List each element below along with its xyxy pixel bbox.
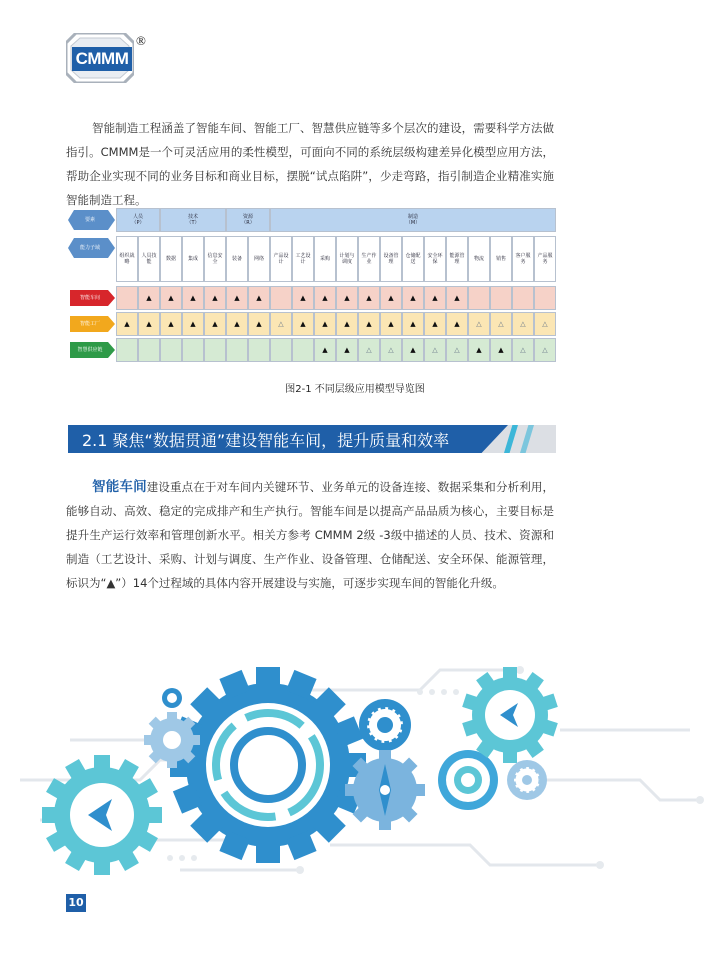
group-name: 制造 (407, 214, 418, 220)
group-code: （R） (241, 220, 255, 226)
group-header-cell (270, 208, 556, 232)
figure-caption: 图2-1 不同层级应用模型导览图 (285, 384, 425, 395)
right-ring-gear-icon (438, 750, 498, 810)
mark-cell (270, 338, 292, 362)
body-paragraph (66, 475, 554, 595)
row-label (68, 236, 116, 260)
domain-cell: 数据 (160, 236, 182, 282)
mark-cell: ▲ (380, 286, 402, 310)
mark-cell: △ (490, 312, 512, 336)
group-header-cell (116, 208, 160, 232)
section-banner (68, 425, 556, 453)
large-blue-gear-icon (170, 667, 366, 863)
mark-cell: ▲ (204, 286, 226, 310)
mark-cell: ▲ (358, 312, 380, 336)
mark-cell (138, 338, 160, 362)
mark-cell: ▲ (314, 286, 336, 310)
intro-text: 智能制造工程涵盖了智能车间、智能工厂、智慧供应链等多个层次的建设，需要科学方法做指引。CMMM是一个可灵活应用的柔性模型，可面向不同的系统层级构建差异化模型应用方法，帮助企业实现不同的业务目标和商业目标，摆脱“试点陷阱”，少走弯路，指引制造企业精准实施智能制造工程。 (66, 121, 554, 207)
group-header-cell (160, 208, 226, 232)
mark-cell: ▲ (226, 286, 248, 310)
mark-cell: ▲ (138, 286, 160, 310)
domain-cell: 客户服务 (512, 236, 534, 282)
mark-cell: △ (380, 338, 402, 362)
mark-cell: ▲ (380, 312, 402, 336)
mark-cell: △ (512, 312, 534, 336)
mark-cell (116, 338, 138, 362)
registered-mark: ® (136, 33, 146, 48)
mark-cell: △ (358, 338, 380, 362)
mark-cell: ▲ (314, 312, 336, 336)
row-label-text: 智能车间 (79, 295, 100, 301)
top-right-cyan-gear-icon (462, 667, 558, 763)
group-header-cell (226, 208, 270, 232)
row-label (68, 286, 116, 310)
mark-cell: ▲ (248, 312, 270, 336)
mark-cell: ▲ (336, 286, 358, 310)
mark-cell: △ (446, 338, 468, 362)
gears-illustration (0, 630, 710, 900)
mark-cell: ▲ (226, 312, 248, 336)
row-label-text: 智慧供应链 (77, 347, 103, 353)
compass-gear-icon (345, 750, 425, 830)
mark-cell (160, 338, 182, 362)
left-cyan-gear-icon (42, 755, 162, 875)
domain-cell: 工艺设计 (292, 236, 314, 282)
domain-cell: 网络 (248, 236, 270, 282)
mark-cell: ▲ (468, 338, 490, 362)
mark-cell (248, 338, 270, 362)
domain-cell: 产品服务 (534, 236, 556, 282)
mark-cell: ▲ (160, 312, 182, 336)
page-number: 10 (66, 894, 86, 912)
banner-stripe (504, 425, 518, 453)
domain-cell: 组织战略 (116, 236, 138, 282)
mark-cell: △ (534, 338, 556, 362)
row-label (68, 208, 116, 232)
mark-cell: ▲ (402, 338, 424, 362)
mark-cell: ▲ (424, 286, 446, 310)
mark-cell: ▲ (402, 286, 424, 310)
mark-cell: ▲ (160, 286, 182, 310)
mark-cell (490, 286, 512, 310)
mark-cell (182, 338, 204, 362)
mark-cell: ▲ (138, 312, 160, 336)
mark-cell: ▲ (292, 286, 314, 310)
group-name: 技术 (187, 214, 198, 220)
mark-cell (512, 286, 534, 310)
mark-cell (292, 338, 314, 362)
row-label-text: 要素 (84, 217, 95, 223)
mark-cell: ▲ (446, 286, 468, 310)
row-label (68, 312, 116, 336)
domain-cell: 设备管理 (380, 236, 402, 282)
domain-cell: 仓储配送 (402, 236, 424, 282)
section-title: 2.1 聚焦“数据贯通”建设智能车间，提升质量和效率 (82, 431, 450, 450)
tiny-blue-gear-icon (162, 688, 182, 708)
mark-cell: △ (270, 312, 292, 336)
mark-cell (534, 286, 556, 310)
mark-cell: ▲ (182, 286, 204, 310)
bottom-right-small-gear-icon (507, 760, 547, 800)
mark-cell: ▲ (402, 312, 424, 336)
mark-cell: △ (512, 338, 534, 362)
mark-cell (204, 338, 226, 362)
group-code: （M） (405, 220, 421, 226)
mark-cell: ▲ (424, 312, 446, 336)
domain-cell: 人员技能 (138, 236, 160, 282)
mark-cell: △ (534, 312, 556, 336)
mark-cell: △ (468, 312, 490, 336)
domain-cell: 信息安全 (204, 236, 226, 282)
model-overview-table (68, 208, 556, 362)
domain-cell: 物流 (468, 236, 490, 282)
cmmm-logo (66, 33, 156, 89)
mark-cell: ▲ (490, 338, 512, 362)
domain-cell: 计划与调度 (336, 236, 358, 282)
mark-cell: ▲ (292, 312, 314, 336)
body-text: 建设重点在于对车间内关键环节、业务单元的设备连接、数据采集和分析利用，能够自动、高效、稳定的完成排产和生产执行。智能车间是以提高产品品质为核心，主要目标是提升生产运行效率和管理创新水平。相关方参考 CMMM 2级 -3级中描述的人员、技术、资源和制造（工艺设计、采购、计划与调度、生产作业、设备管理、仓储配送、安全环保、能源管理，标识为“▲”）14个过程域的具体内容开展建设与实施，可逐步实现车间的智能化升级。 (66, 480, 555, 590)
group-name: 资源 (242, 214, 253, 220)
domain-cell: 能源管理 (446, 236, 468, 282)
mark-cell: ▲ (446, 312, 468, 336)
row-label-text: 能力子域 (79, 245, 100, 251)
mark-cell: ▲ (182, 312, 204, 336)
mark-cell: ▲ (204, 312, 226, 336)
body-highlight: 智能车间 (92, 479, 147, 495)
intro-paragraph (66, 116, 554, 212)
domain-cell: 销售 (490, 236, 512, 282)
group-name: 人员 (132, 214, 143, 220)
domain-cell: 生产作业 (358, 236, 380, 282)
mark-cell: ▲ (314, 338, 336, 362)
mark-cell (468, 286, 490, 310)
logo-text: CMMM (72, 47, 132, 71)
domain-cell: 采购 (314, 236, 336, 282)
row-label-text: 智能工厂 (79, 321, 100, 327)
mark-cell (270, 286, 292, 310)
small-blue-gear-icon (359, 699, 411, 751)
mark-cell: ▲ (248, 286, 270, 310)
mark-cell (226, 338, 248, 362)
row-label (68, 338, 116, 362)
domain-cell: 集成 (182, 236, 204, 282)
banner-stripe (520, 425, 534, 453)
group-code: （T） (186, 220, 200, 226)
mark-cell: ▲ (358, 286, 380, 310)
mark-cell: ▲ (336, 312, 358, 336)
group-code: （P） (131, 220, 145, 226)
mark-cell: △ (424, 338, 446, 362)
mark-cell (116, 286, 138, 310)
mark-cell: ▲ (336, 338, 358, 362)
mark-cell: ▲ (116, 312, 138, 336)
domain-cell: 安全环保 (424, 236, 446, 282)
small-light-gear-icon (144, 712, 200, 768)
domain-cell: 装备 (226, 236, 248, 282)
domain-cell: 产品设计 (270, 236, 292, 282)
